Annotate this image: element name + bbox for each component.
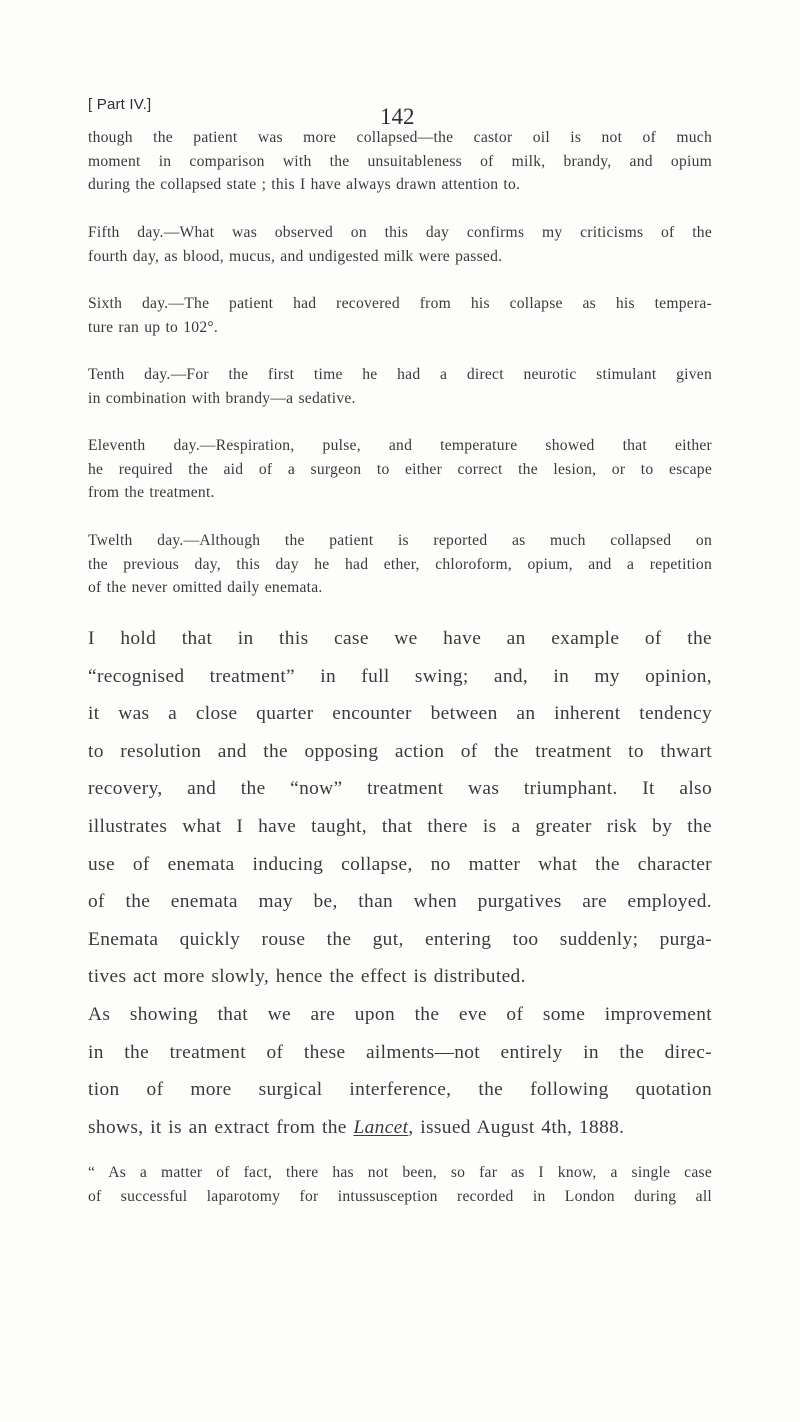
text-line: of successful laparotomy for intussusception recorded in London during all — [88, 1187, 712, 1205]
text-line: Enemata quickly rouse the gut, entering too suddenly; purga- — [88, 928, 712, 950]
text-line: As showing that we are upon the eve of some improvement — [88, 1004, 712, 1025]
text-line: to resolution and the opposing action of the treatment to thwart — [88, 740, 712, 762]
text-line: Sixth day.—The patient had recovered from his collapse as his tempera- — [88, 295, 712, 312]
text-line: tives act more slowly, hence the effect is distributed. — [88, 966, 526, 988]
text-line: during the collapsed state ; this I have always drawn attention to. — [88, 176, 521, 194]
text-line: fourth day, as blood, mucus, and undigested milk were passed. — [88, 247, 503, 265]
text-line: Fifth day.—What was observed on this day confirms my criticisms of the — [88, 224, 712, 241]
text-line: of the enemata may be, than when purgatives are employed. — [88, 891, 712, 913]
text-line: in combination with brandy—a sedative. — [88, 389, 356, 407]
text-line: “ As a matter of fact, there has not been, so far as I know, a single case — [88, 1164, 712, 1181]
page-number: 142 — [380, 104, 415, 129]
text-line: tion of more surgical interference, the following quotation — [88, 1079, 712, 1101]
text-segment: , issued August 4th, 1888. — [408, 1116, 625, 1138]
paragraph-tenth-day — [88, 363, 712, 410]
paragraph-improvement — [88, 996, 712, 1146]
text-line: though the patient was more collapsed—the castor oil is not of much — [88, 129, 712, 146]
text-line: the previous day, this day he had ether, chloroform, opium, and a repetition — [88, 555, 712, 573]
paragraph-quotation — [88, 1161, 712, 1208]
text-line: he required the aid of a surgeon to either correct the lesion, or to escape — [88, 460, 712, 478]
paragraph-continuation — [88, 126, 712, 197]
paragraph-twelfth-day — [88, 529, 712, 600]
text-line: moment in comparison with the unsuitableness of milk, brandy, and opium — [88, 152, 712, 170]
text-line: Eleventh day.—Respiration, pulse, and temperature showed that either — [88, 437, 712, 454]
text-line: “recognised treatment” in full swing; and, in my opinion, — [88, 665, 712, 687]
text-line: in the treatment of these ailments—not entirely in the direc- — [88, 1041, 712, 1063]
text-line: Twelth day.—Although the patient is reported as much collapsed on — [88, 532, 712, 549]
text-line: ture ran up to 102°. — [88, 318, 218, 336]
text-segment: shows, it is an extract from the — [88, 1116, 354, 1138]
text-line: use of enemata inducing collapse, no matter what the character — [88, 853, 712, 875]
text-line: from the treatment. — [88, 484, 215, 502]
text-line: it was a close quarter encounter between an inherent tendency — [88, 703, 712, 725]
text-line: recovery, and the “now” treatment was triumphant. It also — [88, 778, 712, 800]
paragraph-sixth-day — [88, 292, 712, 339]
paragraph-commentary — [88, 620, 712, 996]
running-head: [ Part IV.] — [88, 96, 152, 113]
text-line: I hold that in this case we have an example of the — [88, 628, 712, 649]
text-line: of the never omitted daily enemata. — [88, 579, 323, 597]
paragraph-fifth-day — [88, 221, 712, 268]
journal-title-lancet: Lancet — [353, 1116, 409, 1138]
paragraph-eleventh-day — [88, 434, 712, 505]
text-line: illustrates what I have taught, that there is a greater risk by the — [88, 815, 712, 837]
text-line: Tenth day.—For the first time he had a direct neurotic stimulant given — [88, 366, 712, 383]
text-line-with-citation — [88, 1109, 712, 1147]
